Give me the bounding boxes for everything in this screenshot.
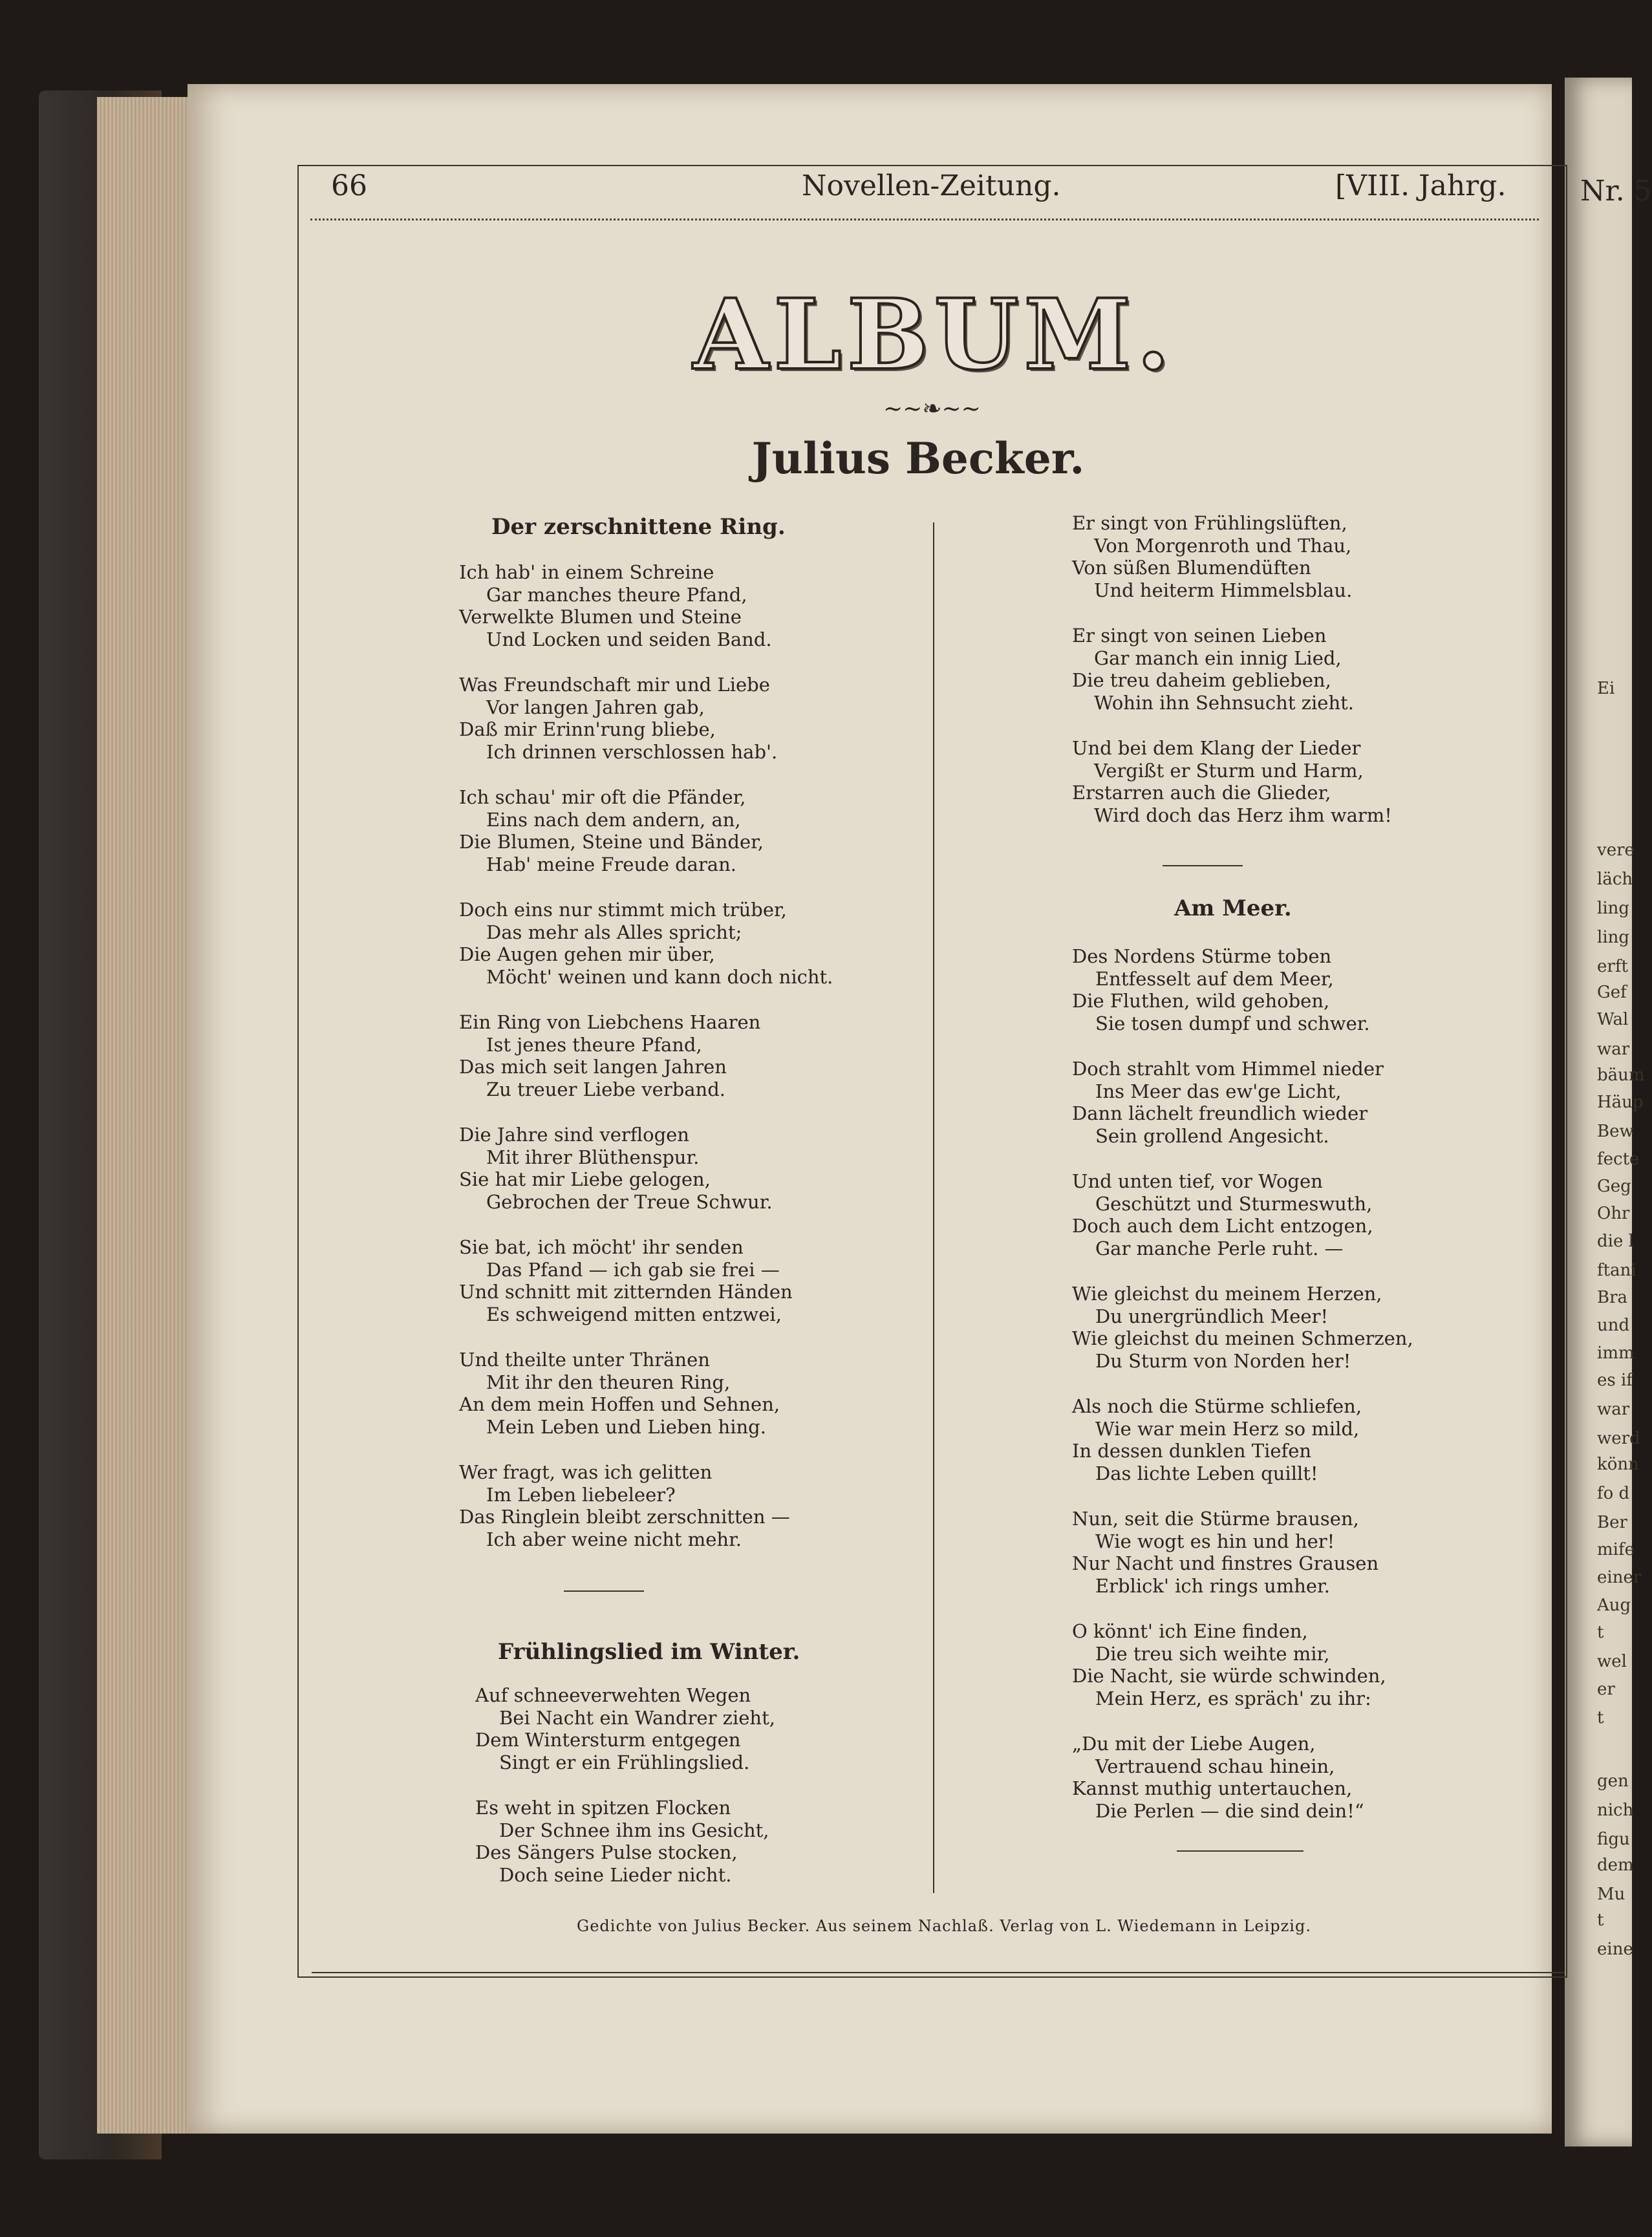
poem-line: Bei Nacht ein Wandrer zieht,: [499, 1706, 775, 1729]
poem-line: Die Nacht, sie würde schwinden,: [1072, 1665, 1386, 1687]
next-page-fragment: Gef: [1597, 983, 1627, 1002]
poem-line: Möcht' weinen und kann doch nicht.: [486, 965, 833, 988]
poem-line: Doch strahlt vom Himmel nieder: [1072, 1058, 1384, 1080]
next-page-fragment: fecte: [1597, 1150, 1640, 1169]
poem-line: Des Sängers Pulse stocken,: [475, 1841, 738, 1863]
poem-line: Kannst muthig untertauchen,: [1072, 1777, 1353, 1799]
poem-line: Und Locken und seiden Band.: [486, 628, 772, 650]
poem-line: Ich hab' in einem Schreine: [459, 561, 714, 583]
next-page-fragment: werd: [1597, 1429, 1640, 1448]
journal-title: Novellen-Zeitung.: [802, 169, 1061, 202]
next-page-fragment: wel: [1597, 1652, 1627, 1671]
poem-line: Gar manch ein innig Lied,: [1094, 647, 1342, 669]
next-page-fragment: mife: [1597, 1540, 1635, 1559]
poem-line: Sie tosen dumpf und schwer.: [1095, 1012, 1370, 1034]
poem-line: Die Fluthen, wild gehoben,: [1072, 990, 1330, 1012]
poem-line: Sie hat mir Liebe gelogen,: [459, 1168, 711, 1190]
next-page-fragment: eine: [1597, 1940, 1633, 1959]
poem-line: Es schweigend mitten entzwei,: [486, 1303, 782, 1325]
next-page-fragment: Bra: [1597, 1288, 1628, 1307]
next-page-fragment: gen: [1597, 1771, 1629, 1791]
poem-line: Mit ihr den theuren Ring,: [486, 1371, 731, 1393]
poem-line: Geschützt und Sturmeswuth,: [1095, 1192, 1373, 1215]
page-edges: [97, 97, 194, 2134]
poem-line: Von süßen Blumendüften: [1072, 557, 1311, 579]
poem-line: Erblick' ich rings umher.: [1095, 1574, 1330, 1597]
poem-line: Die Blumen, Steine und Bänder,: [459, 831, 764, 853]
poem-line: Wie war mein Herz so mild,: [1095, 1417, 1360, 1440]
poem-line: Zu treuer Liebe verband.: [486, 1078, 726, 1100]
next-page-fragment: vere: [1597, 840, 1635, 860]
next-page-fragment: Ei: [1597, 679, 1615, 698]
poem-line: Die treu daheim geblieben,: [1072, 669, 1331, 691]
next-page-fragment: und: [1597, 1316, 1630, 1335]
poem-line: Vor langen Jahren gab,: [486, 696, 705, 718]
next-page-fragment: könn: [1597, 1455, 1639, 1474]
poem-line: Das Ringlein bleibt zerschnitten —: [459, 1506, 790, 1528]
poem-line: Sein grollend Angesicht.: [1095, 1124, 1329, 1147]
poem-line: Gar manche Perle ruht. —: [1095, 1237, 1344, 1259]
next-page-fragment: er: [1597, 1680, 1615, 1699]
next-page-fragment: war: [1597, 1400, 1630, 1419]
poem-line: Er singt von seinen Lieben: [1072, 625, 1327, 647]
next-page-fragment: bäum: [1597, 1065, 1645, 1085]
poem-line: Ich drinnen verschlossen hab'.: [486, 740, 778, 763]
poem-line: Nur Nacht und finstres Grausen: [1072, 1552, 1379, 1574]
poem-line: An dem mein Hoffen und Sehnen,: [459, 1393, 780, 1415]
poem-line: Erstarren auch die Glieder,: [1072, 782, 1331, 804]
page-number: 66: [331, 169, 367, 202]
poem-line: Doch seine Lieder nicht.: [499, 1863, 732, 1886]
poem-line: Daß mir Erinn'rung bliebe,: [459, 718, 716, 740]
next-page-fragment: dem: [1597, 1856, 1634, 1875]
poem-line: Singt er ein Frühlingslied.: [499, 1751, 750, 1773]
next-page-number: Nr. 5: [1580, 175, 1652, 208]
next-page-fragment: t: [1597, 1708, 1604, 1728]
next-page-fragment: imm: [1597, 1343, 1635, 1363]
poem-title-ring: Der zerschnittene Ring.: [491, 514, 786, 540]
poem-line: Du Sturm von Norden her!: [1095, 1349, 1351, 1372]
poem-line: Wie wogt es hin und her!: [1095, 1530, 1335, 1552]
next-page-fragment: es if: [1597, 1371, 1633, 1390]
poem-line: Ist jenes theure Pfand,: [486, 1033, 702, 1056]
next-page-fragment: fo d: [1597, 1484, 1630, 1503]
next-page-fragment: ftani: [1597, 1261, 1636, 1280]
poem-line: Ich aber weine nicht mehr.: [486, 1528, 742, 1550]
next-page-fragment: die l: [1597, 1232, 1634, 1251]
poem-line: Doch eins nur stimmt mich trüber,: [459, 899, 787, 921]
poem-line: Des Nordens Stürme toben: [1072, 945, 1332, 967]
poem-line: Im Leben liebeleer?: [486, 1483, 676, 1506]
next-page-fragment: Wal: [1597, 1010, 1629, 1029]
poem-line: Eins nach dem andern, an,: [486, 808, 741, 831]
poem-line: Gebrochen der Treue Schwur.: [486, 1190, 773, 1213]
poem-line: Ich schau' mir oft die Pfänder,: [459, 786, 746, 808]
poem-line: Dann lächelt freundlich wieder: [1072, 1102, 1368, 1124]
next-page-fragment: Ber: [1597, 1513, 1627, 1532]
next-page-fragment: ling: [1597, 928, 1630, 947]
separator-right-top: [1163, 865, 1243, 866]
next-page-fragment: Bew: [1597, 1122, 1634, 1141]
next-page-fragment: t: [1597, 1623, 1604, 1642]
poem-line: Was Freundschaft mir und Liebe: [459, 674, 770, 696]
poem-line: Das lichte Leben quillt!: [1095, 1462, 1318, 1484]
next-page-fragment: war: [1597, 1040, 1630, 1059]
poem-line: Gar manches theure Pfand,: [486, 583, 747, 606]
poem-line: Wie gleichst du meinem Herzen,: [1072, 1283, 1382, 1305]
poem-line: Doch auch dem Licht entzogen,: [1072, 1215, 1373, 1237]
poem-line: Wer fragt, was ich gelitten: [459, 1461, 713, 1483]
album-title: ALBUM.: [693, 278, 1175, 392]
poem-line: In dessen dunklen Tiefen: [1072, 1440, 1312, 1462]
poem-line: Mit ihrer Blüthenspur.: [486, 1146, 700, 1168]
poem-line: Mein Leben und Lieben hing.: [486, 1415, 766, 1438]
column-divider: [933, 522, 934, 1893]
poem-title-meer: Am Meer.: [1174, 895, 1292, 921]
ornament-icon: ~~❧~~: [883, 396, 981, 422]
poem-line: Das mehr als Alles spricht;: [486, 921, 742, 943]
poem-line: Ein Ring von Liebchens Haaren: [459, 1011, 761, 1033]
poem-title-fruehling: Frühlingslied im Winter.: [498, 1639, 800, 1665]
poem-line: Vergißt er Sturm und Harm,: [1094, 759, 1364, 782]
poem-line: Und heiterm Himmelsblau.: [1094, 579, 1353, 601]
year-label: [VIII. Jahrg.: [1335, 169, 1507, 202]
poem-line: Und theilte unter Thränen: [459, 1349, 710, 1371]
poem-line: Nun, seit die Stürme brausen,: [1072, 1508, 1359, 1530]
poem-line: Wohin ihn Sehnsucht zieht.: [1094, 691, 1354, 714]
poem-line: Das mich seit langen Jahren: [459, 1056, 727, 1078]
poem-line: Und bei dem Klang der Lieder: [1072, 737, 1361, 759]
poem-line: Die Jahre sind verflogen: [459, 1124, 689, 1146]
poem-line: Und schnitt mit zitternden Händen: [459, 1281, 793, 1303]
poem-line: Verwelkte Blumen und Steine: [459, 606, 742, 628]
footer-credit: Gedichte von Julius Becker. Aus seinem Nachlaß. Verlag von L. Wiedemann in Leipzig.: [577, 1917, 1311, 1935]
poem-line: Er singt von Frühlingslüften,: [1072, 512, 1347, 534]
next-page-fragment: Geg: [1597, 1177, 1631, 1196]
separator-right-bottom: [1177, 1850, 1303, 1852]
poem-line: Hab' meine Freude daran.: [486, 853, 736, 875]
poem-line: Die treu sich weihte mir,: [1095, 1642, 1330, 1665]
poem-line: Sie bat, ich möcht' ihr senden: [459, 1236, 744, 1258]
poem-line: Entfesselt auf dem Meer,: [1095, 967, 1334, 990]
next-page-fragment: Aug: [1597, 1596, 1631, 1615]
poem-line: Es weht in spitzen Flocken: [475, 1797, 731, 1819]
poem-line: „Du mit der Liebe Augen,: [1072, 1733, 1316, 1755]
next-page-fragment: läch: [1597, 870, 1633, 889]
next-page-fragment: nich: [1597, 1801, 1634, 1820]
poem-line: Als noch die Stürme schliefen,: [1072, 1395, 1362, 1417]
next-page-fragment: Ohr: [1597, 1204, 1630, 1223]
next-page-fragment: ling: [1597, 899, 1630, 918]
next-page-fragment: Mu: [1597, 1885, 1625, 1904]
next-page-fragment: einer: [1597, 1568, 1642, 1587]
next-page-fragment: erft: [1597, 957, 1628, 976]
poem-line: Vertrauend schau hinein,: [1095, 1755, 1335, 1777]
poem-line: Von Morgenroth und Thau,: [1094, 534, 1352, 557]
poem-line: Wird doch das Herz ihm warm!: [1094, 804, 1392, 826]
poem-line: Ins Meer das ew'ge Licht,: [1095, 1080, 1342, 1102]
poem-line: Wie gleichst du meinen Schmerzen,: [1072, 1327, 1413, 1349]
poem-line: Und unten tief, vor Wogen: [1072, 1170, 1323, 1192]
poem-line: Du unergründlich Meer!: [1095, 1305, 1329, 1327]
author-name: Julius Becker.: [751, 433, 1085, 484]
poem-line: Mein Herz, es spräch' zu ihr:: [1095, 1687, 1371, 1709]
poem-line: Der Schnee ihm ins Gesicht,: [499, 1819, 769, 1841]
next-page-fragment: Häup: [1597, 1093, 1644, 1112]
header-rule: [310, 219, 1539, 224]
next-page-fragment: t: [1597, 1911, 1604, 1930]
poem-line: Das Pfand — ich gab sie frei —: [486, 1258, 780, 1281]
poem-line: Die Perlen — die sind dein!“: [1095, 1799, 1364, 1822]
poem-line: Die Augen gehen mir über,: [459, 943, 715, 965]
next-page-fragment: figu: [1597, 1830, 1630, 1849]
separator-left: [564, 1590, 644, 1592]
poem-line: Auf schneeverwehten Wegen: [475, 1684, 751, 1706]
poem-line: Dem Wintersturm entgegen: [475, 1729, 741, 1751]
poem-line: O könnt' ich Eine finden,: [1072, 1620, 1308, 1642]
